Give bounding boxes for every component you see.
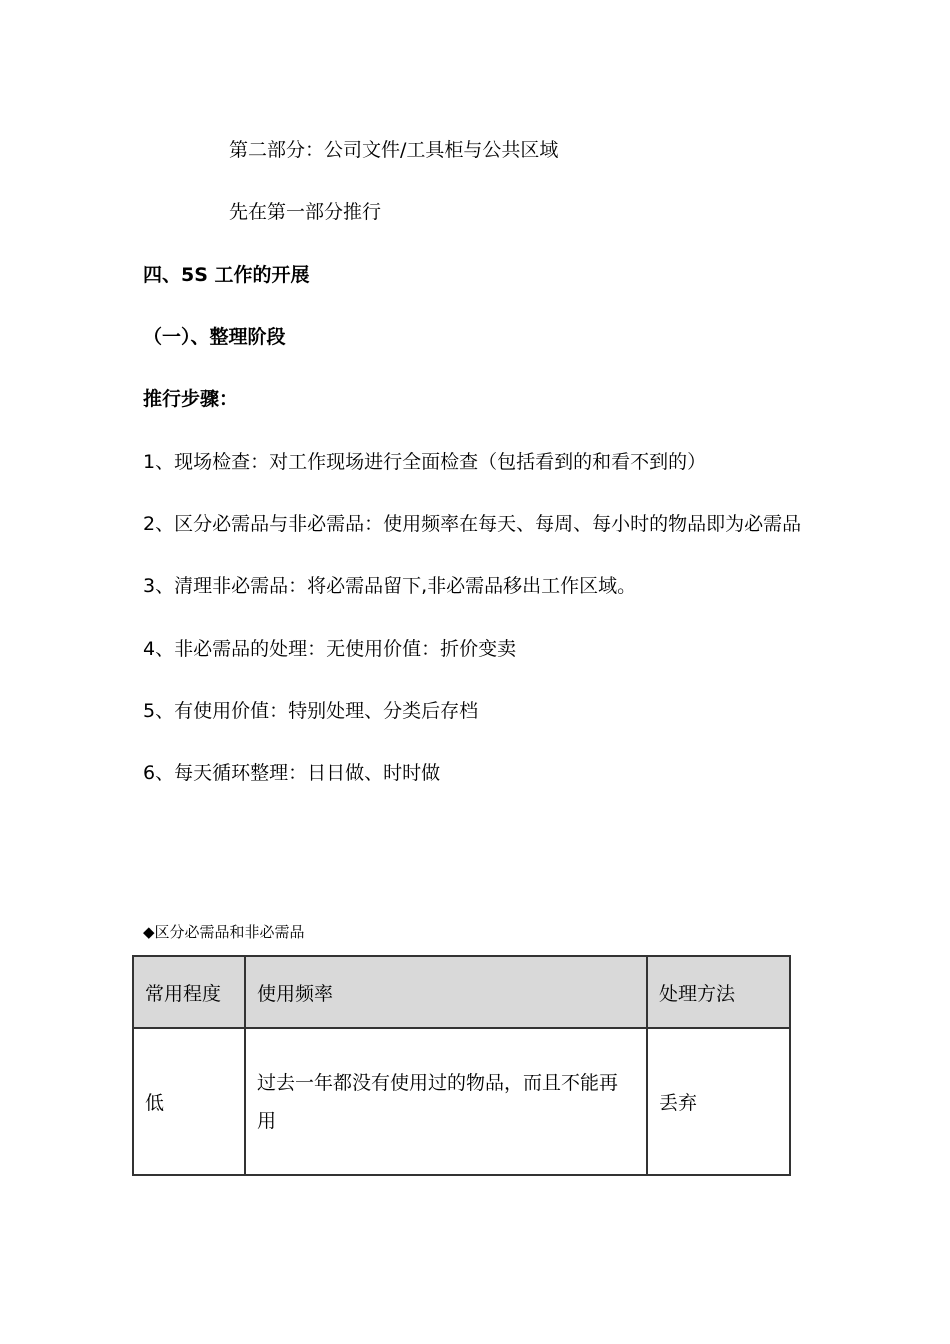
step-item: 1、现场检查：对工作现场进行全面检查（包括看到的和看不到的） [143, 451, 707, 473]
table-header-row [133, 956, 790, 1028]
frequency-table [132, 955, 791, 1176]
step-item: 6、每天循环整理：日日做、时时做 [143, 762, 441, 784]
step-item: 2、区分必需品与非必需品：使用频率在每天、每周、每小时的物品即为必需品 [143, 513, 802, 535]
table-row [133, 1028, 790, 1175]
header-cell: 处理方法 [647, 956, 790, 1028]
text-line: 第二部分：公司文件/工具柜与公共区域 [229, 139, 559, 161]
header-cell: 使用频率 [245, 956, 647, 1028]
table-cell: 低 [133, 1028, 245, 1175]
subsection-heading: （一）、整理阶段 [143, 326, 286, 348]
step-item: 4、非必需品的处理：无使用价值：折价变卖 [143, 638, 517, 660]
table-caption: ◆区分必需品和非必需品 [143, 923, 305, 941]
section-heading: 四、5S 工作的开展 [143, 264, 310, 286]
table-cell: 丢弃 [647, 1028, 790, 1175]
step-item: 5、有使用价值：特别处理、分类后存档 [143, 700, 479, 722]
header-cell: 常用程度 [133, 956, 245, 1028]
text-line: 先在第一部分推行 [229, 201, 382, 223]
step-item: 3、清理非必需品：将必需品留下,非必需品移出工作区域。 [143, 575, 637, 597]
table-cell: 过去一年都没有使用过的物品，而且不能再用 [245, 1028, 647, 1175]
steps-heading: 推行步骤： [143, 388, 239, 410]
